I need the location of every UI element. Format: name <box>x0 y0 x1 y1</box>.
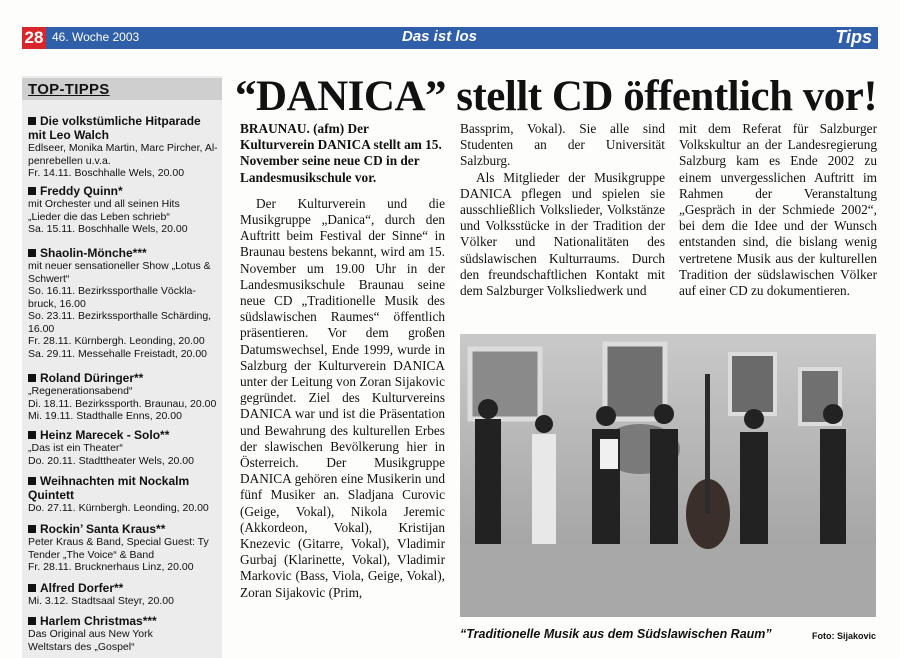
tip-item <box>28 474 220 515</box>
tip-item <box>28 614 220 653</box>
square-bullet-icon <box>28 374 36 382</box>
tip-line: „Lieder die das Leben schrieb“ <box>28 210 170 223</box>
article-column-1 <box>240 121 445 601</box>
square-bullet-icon <box>28 249 36 257</box>
tip-title: Shaolin-Mönche*** <box>28 246 220 260</box>
tip-line: So. 16.11. Bezirkssporthalle Vöckla- <box>28 285 196 297</box>
tip-line: So. 23.11. Bezirkssporthalle Schärding, <box>28 310 212 322</box>
top-tips-sidebar <box>22 76 222 658</box>
tip-line: Fr. 28.11. Kürnbergh. Leonding, 20.00 <box>28 335 205 347</box>
tip-item <box>28 428 220 467</box>
tip-item <box>28 114 220 180</box>
article-paragraph: Als Mitglieder der Musikgruppe DANICA pflegen und spielen sie ausschließlich Volkslieder, Volkstänze und Volksstücke in der Tradition der Völker und Nationalitäten des südslawischen Kulturraums. Durch den freundschaftlichen Kontakt mit dem Salzburger Volksliedwerk und <box>460 169 665 299</box>
tip-item <box>28 581 220 608</box>
band-photo <box>460 334 876 617</box>
square-bullet-icon <box>28 187 36 195</box>
tip-line: „Das ist ein Theater“ <box>28 442 123 454</box>
sidebar-title: TOP-TIPPS <box>28 81 110 98</box>
photo-credit: Foto: Sijakovic <box>811 631 876 641</box>
tip-title: Weihnachten mit Nockalm Quintett <box>28 474 190 502</box>
tip-line: Tender „The Voice“ & Band <box>28 548 155 561</box>
tip-line: Mi. 19.11. Stadthalle Enns, 20.00 <box>28 410 182 422</box>
header-bar <box>22 27 878 49</box>
photo-caption: “Traditionelle Musik aus dem Südslawischen Raum” <box>460 627 772 641</box>
article-paragraph: mit dem Referat für Salzburger Volkskultur an der Landesregierung Salzburg kam es Ende 2002 zu einem unvergesslichen Auftritt im Rahmen der Veranstaltung „Gespräch in der Schmiede 2002“, bei dem die Idee und der Wunsch entstanden sind, die bislang wenig vertretene Musik aus der kulturellen Tradition der südslawischen Völker auf einer CD zu dokumentieren. <box>679 121 877 299</box>
tip-line: Fr. 14.11. Boschhalle Wels, 20.00 <box>28 167 185 179</box>
tip-item <box>28 184 220 236</box>
tip-item <box>28 371 220 423</box>
tip-line: Peter Kraus & Band, Special Guest: Ty <box>28 536 209 548</box>
article-column-2 <box>460 121 665 299</box>
tip-title: Heinz Marecek - Solo** <box>28 428 220 442</box>
issue-week: 46. Woche 2003 <box>52 30 140 44</box>
square-bullet-icon <box>28 584 36 592</box>
article-paragraph: Bassprim, Vokal). Sie alle sind Studenten an der Universität Salzburg. <box>460 121 665 169</box>
article-paragraph: Der Kulturverein und die Musikgruppe „Danica“, durch den Auftritt beim Festival der Sinne“ in Braunau bestens bekannt, wird am 15. November um 19.00 Uhr in der Landesmusikschule Braunau seine neue CD „Traditionelle Musik des südslawischen Raumes“ öffentlich präsentieren. Vor dem großen Datumswechsel, Ende 1999, wurde in Salzburg der Kulturverein DANICA unter der Leitung von Zoran Sijakovic gegründet. Ziel des Kulturvereins DANICA war und ist die Präsentation und Bewahrung des kulturellen Erbes der slawischen Bevölkerung hier in Österreich. Der Musikgruppe DANICA gehören eine Musikerin und fünf Musiker an. Sladjana Curovic (Geige, Vokal), Nikola Jeremic (Akkordeon, Vokal), Kristijan Knezevic (Gitarre, Vokal), Vladimir Gurbaj (Klarinette, Vokal), Vladimir Markovic (Bass, Viola, Geige, Vokal), Zoran Sijakovic (Prim, <box>240 195 445 600</box>
tip-line: mit neuer sensationeller Show „Lotus & <box>28 260 211 272</box>
square-bullet-icon <box>28 117 36 125</box>
square-bullet-icon <box>28 431 36 439</box>
sidebar-header <box>22 78 222 100</box>
tip-title: Alfred Dorfer** <box>28 581 220 595</box>
tip-line: Weltstars des „Gospel“ <box>28 640 135 653</box>
tip-title: Freddy Quinn* <box>28 184 220 198</box>
tips-label: Tips <box>835 27 872 47</box>
tip-title: Harlem Christmas*** <box>28 614 220 628</box>
tip-line: Sa. 29.11. Messehalle Freistadt, 20.00 <box>28 347 207 360</box>
article-lead: BRAUNAU. (afm) Der Kulturverein DANICA stellt am 15. November seine neue CD in der Landesmusikschule vor. <box>240 121 442 185</box>
tip-line: penrebellen u.v.a. <box>28 154 111 167</box>
square-bullet-icon <box>28 477 36 485</box>
page-number: 28 <box>22 27 46 49</box>
tip-line: mit Orchester und all seinen Hits <box>28 198 180 210</box>
band-photo-illustration <box>460 334 876 617</box>
tip-line: Schwert“ <box>28 272 70 285</box>
tip-item <box>28 246 220 360</box>
tip-line: „Regenerationsabend“ <box>28 385 133 397</box>
tip-item <box>28 522 220 574</box>
tip-line: Fr. 28.11. Brucknerhaus Linz, 20.00 <box>28 561 194 573</box>
tip-line: Mi. 3.12. Stadtsaal Steyr, 20.00 <box>28 595 174 607</box>
tip-line: 16.00 <box>28 322 55 335</box>
tip-line: Di. 18.11. Bezirkssporth. Braunau, 20.00 <box>28 397 217 410</box>
article-column-3 <box>679 121 877 299</box>
tip-line: Do. 20.11. Stadttheater Wels, 20.00 <box>28 454 194 467</box>
tip-line: Das Original aus New York <box>28 628 153 640</box>
square-bullet-icon <box>28 617 36 625</box>
tip-title: Die volkstümliche Hitparade mit Leo Walch <box>28 114 201 142</box>
article-headline: “DANICA” stellt CD öffentlich vor! <box>235 73 878 120</box>
tip-line: Edlseer, Monika Martin, Marc Pircher, Al- <box>28 142 218 154</box>
tip-title: Roland Düringer** <box>28 371 220 385</box>
tip-line: Sa. 15.11. Boschhalle Wels, 20.00 <box>28 223 188 235</box>
square-bullet-icon <box>28 525 36 533</box>
tip-line: bruck, 16.00 <box>28 297 86 310</box>
tip-title: Rockin’ Santa Kraus** <box>28 522 220 536</box>
section-title: Das ist los <box>402 28 478 45</box>
tip-line: Do. 27.11. Kürnbergh. Leonding, 20.00 <box>28 502 209 514</box>
